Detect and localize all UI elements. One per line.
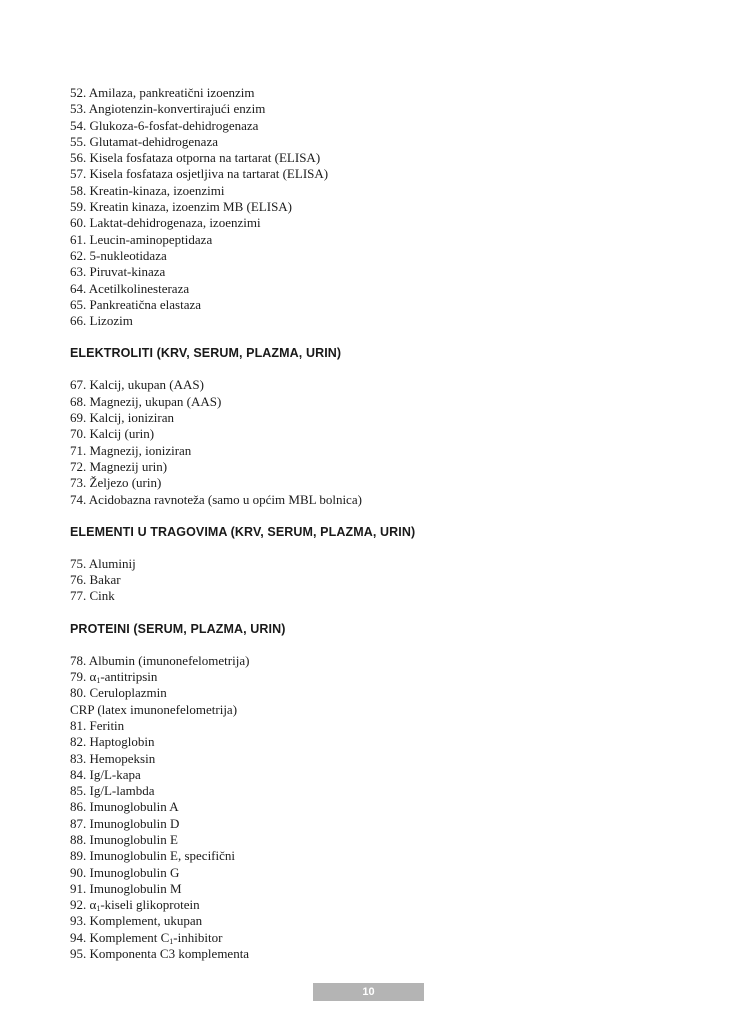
section-heading-electrolytes: ELEKTROLITI (KRV, SERUM, PLAZMA, URIN) bbox=[70, 346, 342, 361]
list-item: 57. Kisela fosfataza osjetljiva na tartarat (ELISA) bbox=[70, 166, 329, 182]
list-item: CRP (latex imunonefelometrija) bbox=[70, 701, 238, 717]
list-item: 58. Kreatin-kinaza, izoenzimi bbox=[70, 182, 225, 198]
list-item: 67. Kalcij, ukupan (AAS) bbox=[70, 377, 204, 393]
item-text: -kiseli glikoprotein bbox=[100, 897, 200, 913]
list-item: 82. Haptoglobin bbox=[70, 734, 155, 750]
list-item: 87. Imunoglobulin D bbox=[70, 815, 180, 831]
item-text: 94. Komplement C bbox=[70, 929, 170, 945]
list-item: 74. Acidobazna ravnoteža (samo u općim MBL bolnica) bbox=[70, 491, 362, 507]
list-item: 84. Ig/L-kapa bbox=[70, 766, 141, 782]
subscript: 1 bbox=[96, 904, 101, 914]
list-item: 93. Komplement, ukupan bbox=[70, 913, 203, 929]
list-item: 52. Amilaza, pankreatični izoenzim bbox=[70, 85, 255, 100]
protein-list bbox=[70, 653, 670, 963]
alpha-symbol: α bbox=[89, 897, 97, 913]
list-item: 63. Piruvat-kinaza bbox=[70, 264, 166, 280]
list-item: 59. Kreatin kinaza, izoenzim MB (ELISA) bbox=[70, 199, 293, 215]
list-item: 89. Imunoglobulin E, specifični bbox=[70, 848, 236, 864]
trace-element-list bbox=[70, 556, 670, 605]
list-item-alpha1-acid-glycoprotein bbox=[70, 897, 670, 913]
list-item: 85. Ig/L-lambda bbox=[70, 783, 155, 799]
list-item: 69. Kalcij, ioniziran bbox=[70, 410, 174, 426]
list-item: 95. Komponenta C3 komplementa bbox=[70, 946, 250, 962]
list-item: 86. Imunoglobulin A bbox=[70, 799, 179, 815]
list-item: 66. Lizozim bbox=[70, 313, 133, 329]
section-heading-trace-elements: ELEMENTI U TRAGOVIMA (KRV, SERUM, PLAZMA, URIN) bbox=[70, 524, 416, 539]
subscript: 1 bbox=[96, 676, 101, 686]
list-item: 68. Magnezij, ukupan (AAS) bbox=[70, 393, 222, 409]
item-number: 79. bbox=[70, 669, 87, 685]
document-page bbox=[70, 85, 670, 962]
list-item: 53. Angiotenzin-konvertirajući enzim bbox=[70, 101, 266, 117]
list-item: 77. Cink bbox=[70, 588, 115, 604]
list-item: 75. Aluminij bbox=[70, 555, 136, 571]
list-item: 72. Magnezij urin) bbox=[70, 458, 168, 474]
list-item: 81. Feritin bbox=[70, 717, 125, 733]
list-item-c1-inhibitor bbox=[70, 930, 670, 946]
list-item: 64. Acetilkolinesteraza bbox=[70, 280, 190, 296]
section-heading-proteins: PROTEINI (SERUM, PLAZMA, URIN) bbox=[70, 621, 286, 636]
list-item: 73. Željezo (urin) bbox=[70, 475, 162, 491]
list-item: 70. Kalcij (urin) bbox=[70, 426, 155, 442]
page-number: 10 bbox=[313, 983, 424, 1001]
item-text: -inhibitor bbox=[173, 929, 223, 945]
list-item: 71. Magnezij, ioniziran bbox=[70, 442, 192, 458]
list-item: 55. Glutamat-dehidrogenaza bbox=[70, 133, 218, 149]
list-item: 65. Pankreatična elastaza bbox=[70, 296, 202, 312]
subscript: 1 bbox=[169, 936, 174, 946]
electrolyte-list bbox=[70, 377, 670, 507]
list-item: 56. Kisela fosfataza otporna na tartarat (ELISA) bbox=[70, 150, 321, 166]
list-item: 61. Leucin-aminopeptidaza bbox=[70, 231, 213, 247]
list-item: 90. Imunoglobulin G bbox=[70, 864, 180, 880]
list-item: 83. Hemopeksin bbox=[70, 750, 156, 766]
list-item: 80. Ceruloplazmin bbox=[70, 685, 167, 701]
alpha-symbol: α bbox=[89, 669, 97, 685]
enzyme-list bbox=[70, 85, 670, 329]
list-item: 91. Imunoglobulin M bbox=[70, 880, 182, 896]
list-item: 60. Laktat-dehidrogenaza, izoenzimi bbox=[70, 215, 261, 231]
list-item: 78. Albumin (imunonefelometrija) bbox=[70, 652, 250, 668]
item-number: 92. bbox=[70, 897, 87, 913]
list-item: 54. Glukoza-6-fosfat-dehidrogenaza bbox=[70, 117, 259, 133]
list-item: 88. Imunoglobulin E bbox=[70, 831, 178, 847]
list-item: 76. Bakar bbox=[70, 572, 121, 588]
list-item-alpha1-antitrypsin bbox=[70, 669, 670, 685]
item-text: -antitripsin bbox=[100, 669, 158, 685]
list-item: 62. 5-nukleotidaza bbox=[70, 247, 167, 263]
